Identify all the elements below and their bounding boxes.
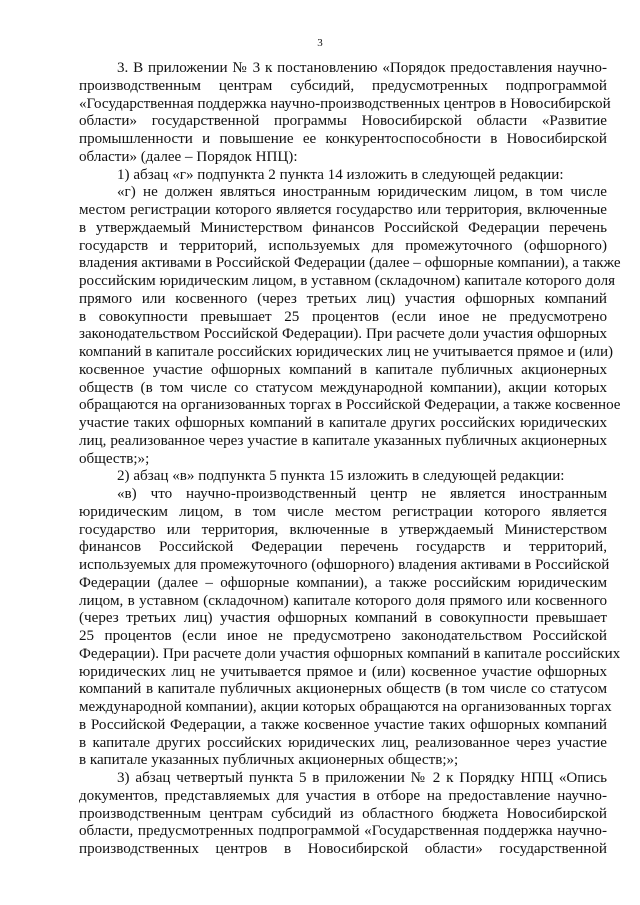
paragraph-subitem-1 (79, 167, 607, 185)
text-line: используемых для промежуточного (офшорного) владения активами в Российской (79, 557, 610, 573)
text-line: в капитале указанных публичных акционерных обществ;»; (79, 752, 459, 769)
paragraph-quote-v (79, 486, 621, 770)
text-line: в Российской Федерации, а также косвенное участие таких офшорных компаний (79, 716, 607, 733)
text-line: производственных центров в Новосибирской области» государственной (79, 841, 607, 857)
paragraph-subitem-2 (79, 468, 607, 486)
text-line: компаний в капитале российских юридических лиц не учитывается прямое и (или) (79, 344, 614, 360)
text-line: (через третьих лиц) участия офшорных компаний в совокупности превышает (79, 610, 607, 627)
text-line: 3. В приложении № 3 к постановлению «Порядок предоставления научно- (117, 60, 607, 76)
text-line: законодательством Российской Федерации). При расчете доли участия офшорных (79, 326, 607, 343)
text-line: «Государственная поддержка научно-производственных центров в Новосибирской (79, 95, 611, 112)
text-line: Федерации). При расчете доли участия офшорных компаний в капитале российских (79, 645, 621, 662)
text-line: в утверждаемый Министерством финансов Российской Федерации перечень (79, 219, 607, 236)
text-line: области, предусмотренных подпрограммой «Государственная поддержка научно- (79, 823, 607, 840)
text-line: местом регистрации которого является государство или территория, включенные (79, 202, 607, 218)
text-line: лиц, реализованное через участие в капитале указанных публичных акционерных (79, 432, 607, 449)
text-line: юридических лиц не учитывается прямое и (или) косвенное участие офшорных (79, 663, 607, 680)
text-line: финансов Российской Федерации перечень государств и территорий, (79, 539, 607, 556)
text-line: лицом, в уставном (складочном) капитале которого доля прямого или косвенного (79, 592, 607, 609)
page-number: 3 (317, 37, 323, 49)
text-line: 2) абзац «в» подпункта 5 пункта 15 изложить в следующей редакции: (117, 468, 565, 485)
text-line: юридическим лицом, в том числе местом регистрации которого является (79, 503, 607, 520)
text-line: области» (далее – Порядок НПЦ): (79, 148, 298, 165)
paragraph-subitem-3 (79, 770, 607, 859)
text-line: Федерации (далее – офшорные компании), а также российским юридическим (79, 574, 607, 591)
paragraph-quote-g (79, 184, 621, 468)
text-line: документов, представляемых для участия в отборе на предоставление научно- (79, 787, 607, 804)
text-line: промышленности и повышение ее конкурентоспособности в Новосибирской (79, 131, 607, 147)
text-line: государств и территорий, используемых для промежуточного (офшорного) (79, 237, 607, 254)
text-line: в совокупности превышает 25 процентов (если иное не предусмотрено (79, 308, 607, 325)
text-line: «г) не должен являться иностранным юридическим лицом, в том числе (117, 184, 607, 201)
text-line: владения активами в Российской Федерации (далее – офшорные компании), а также (79, 255, 621, 272)
text-line: 3) абзац четвертый пункта 5 в приложении № 2 к Порядку НПЦ «Опись (117, 770, 607, 786)
text-line: прямого или косвенного (через третьих лиц) участия офшорных компаний (79, 290, 607, 307)
text-line: «в) что научно-производственный центр не является иностранным (117, 486, 607, 502)
text-line: обращаются на организованных торгах в Российской Федерации, а также косвенное (79, 397, 621, 414)
text-line: обществ (в том числе со статусом международной компании), акции которых (79, 379, 607, 396)
document-body (79, 60, 621, 859)
text-line: производственным центрам субсидий, предусмотренных подпрограммой (79, 77, 607, 94)
text-line: международной компании), акции которых обращаются на организованных торгах (79, 699, 612, 715)
paragraph-item-3-intro (79, 60, 611, 167)
text-line: производственным центрам субсидий из областного бюджета Новосибирской (79, 805, 607, 822)
text-line: участие таких офшорных компаний в капитале других российских юридических (79, 415, 607, 431)
text-line: государство или территория, включенные в утверждаемый Министерством (79, 521, 607, 538)
text-line: 1) абзац «г» подпункта 2 пункта 14 изложить в следующей редакции: (117, 166, 564, 183)
text-line: обществ;»; (79, 450, 150, 467)
text-line: области» государственной программы Новосибирской области «Развитие (79, 113, 607, 130)
text-line: российским юридическим лицом, в уставном (складочном) капитале которого доля (79, 273, 616, 289)
text-line: косвенное участие офшорных компаний в капитале публичных акционерных (79, 361, 607, 378)
text-line: 25 процентов (если иное не предусмотрено законодательством Российской (79, 628, 607, 644)
text-line: компаний в капитале публичных акционерных обществ (в том числе со статусом (79, 681, 607, 698)
text-line: в капитале других российских юридических лиц, реализованное через участие (79, 734, 607, 751)
